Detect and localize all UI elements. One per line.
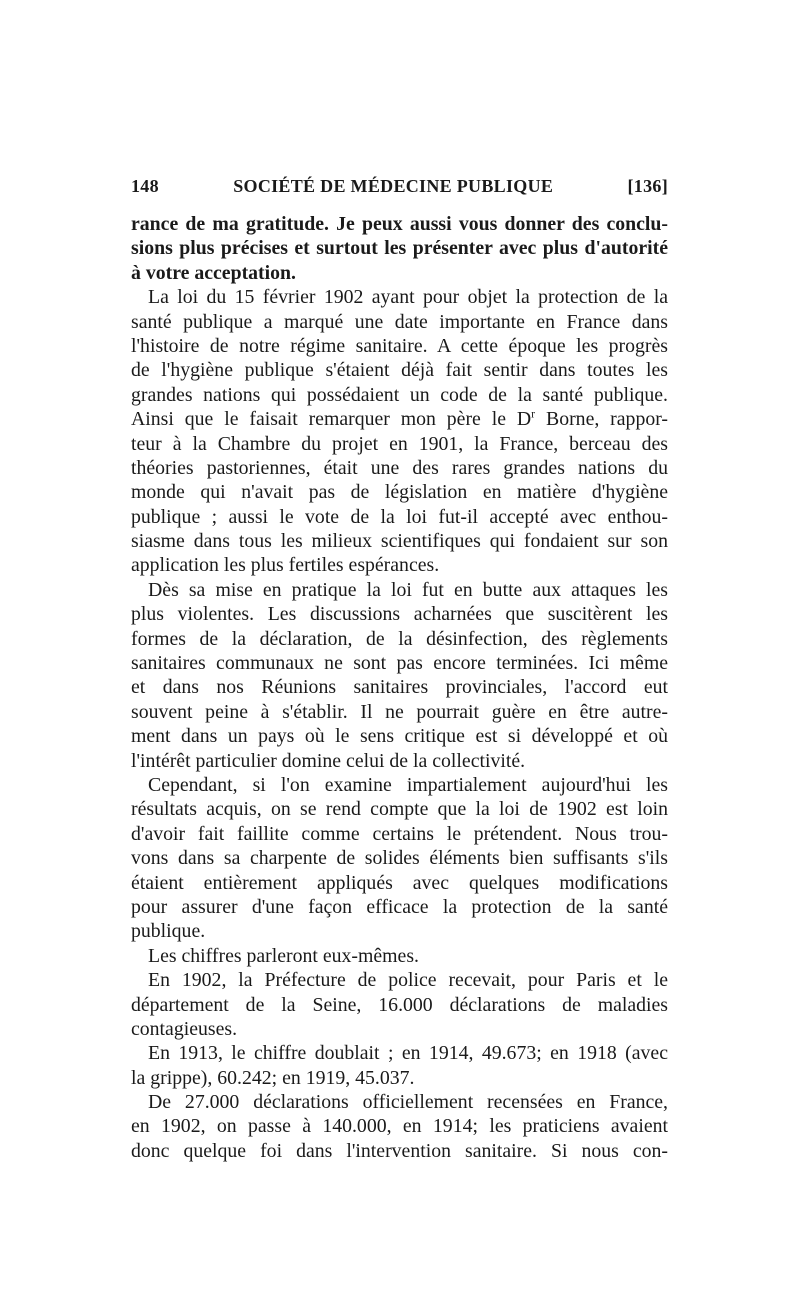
text-line: d'avoir fait faillite comme certains le prétendent. Nous trou- — [131, 822, 668, 845]
text-line: plus violentes. Les discussions acharnées que suscitèrent les — [131, 603, 668, 626]
text-line: étaient entièrement appliqués avec quelques modifications — [131, 871, 668, 894]
text-line: théories pastoriennes, était une des rares grandes nations du — [131, 456, 668, 479]
running-header — [131, 176, 668, 197]
text-line: De 27.000 déclarations officiellement recensées en France, — [148, 1091, 668, 1114]
text-line: à votre acceptation. — [131, 261, 296, 284]
page-number: 148 — [131, 176, 159, 196]
text-line: résultats acquis, on se rend compte que la loi de 1902 est loin — [131, 798, 668, 821]
text-line: l'intérêt particulier domine celui de la collectivité. — [131, 749, 526, 772]
text-line: application les plus fertiles espérances. — [131, 554, 440, 577]
text-line: santé publique a marqué une date importante en France dans — [131, 310, 668, 333]
text-line: formes de la déclaration, de la désinfection, des règlements — [131, 627, 668, 650]
text-line: l'histoire de notre régime sanitaire. A cette époque les progrès — [131, 334, 668, 357]
text-line: teur à la Chambre du projet en 1901, la France, berceau des — [131, 432, 668, 455]
text-line: rance de ma gratitude. Je peux aussi vous donner des conclu- — [131, 213, 668, 235]
text-line: publique ; aussi le vote de la loi fut-il accepté avec enthou- — [131, 505, 668, 528]
text-line: vons dans sa charpente de solides éléments bien suffisants s'ils — [131, 847, 668, 870]
page-reference: [136] — [627, 176, 668, 196]
text-line: grandes nations qui possédaient un code de la santé publique. — [131, 383, 668, 406]
text-line: sanitaires communaux ne sont pas encore terminées. Ici même — [131, 652, 668, 675]
text-line: pour assurer d'une façon efficace la protection de la santé — [131, 895, 668, 918]
running-title: SOCIÉTÉ DE MÉDECINE PUBLIQUE — [233, 176, 554, 196]
text-line: monde qui n'avait pas de législation en matière d'hygiène — [131, 481, 668, 504]
text-line: département de la Seine, 16.000 déclarations de maladies — [131, 993, 668, 1016]
text-line: ment dans un pays où le sens critique est si développé et où — [131, 725, 668, 748]
text-line: et dans nos Réunions sanitaires provinciales, l'accord eut — [131, 676, 668, 699]
text-line: En 1913, le chiffre doublait ; en 1914, 49.673; en 1918 (avec — [148, 1042, 668, 1065]
text-line: sions plus précises et surtout les présenter avec plus d'autorité — [131, 237, 668, 260]
text-line: siasme dans tous les milieux scientifiques qui fondaient sur son — [131, 530, 668, 553]
text-line: Cependant, si l'on examine impartialement aujourd'hui les — [148, 773, 668, 796]
text-line: Ainsi que le faisait remarquer mon père le $D^r$ Borne, rappor- — [131, 406, 669, 431]
text-line: de l'hygiène publique s'étaient déjà fait sentir dans toutes les — [131, 359, 668, 382]
text-line: Dès sa mise en pratique la loi fut en butte aux attaques les — [148, 578, 668, 601]
superscript: r — [531, 406, 536, 421]
text-line: publique. — [131, 920, 206, 943]
body-text — [131, 212, 668, 1163]
text-line: en 1902, on passe à 140.000, en 1914; les praticiens avaient — [131, 1115, 668, 1138]
text-line: souvent peine à s'établir. Il ne pourrait guère en être autre- — [131, 700, 668, 723]
text-line: donc quelque foi dans l'intervention sanitaire. Si nous con- — [131, 1139, 668, 1162]
text-line: La loi du 15 février 1902 ayant pour objet la protection de la — [148, 286, 668, 309]
text-line: En 1902, la Préfecture de police recevait, pour Paris et le — [148, 969, 668, 992]
text-line: la grippe), 60.242; en 1919, 45.037. — [131, 1066, 415, 1089]
text-line: Les chiffres parleront eux-mêmes. — [148, 944, 419, 967]
text-line: contagieuses. — [131, 1017, 238, 1040]
